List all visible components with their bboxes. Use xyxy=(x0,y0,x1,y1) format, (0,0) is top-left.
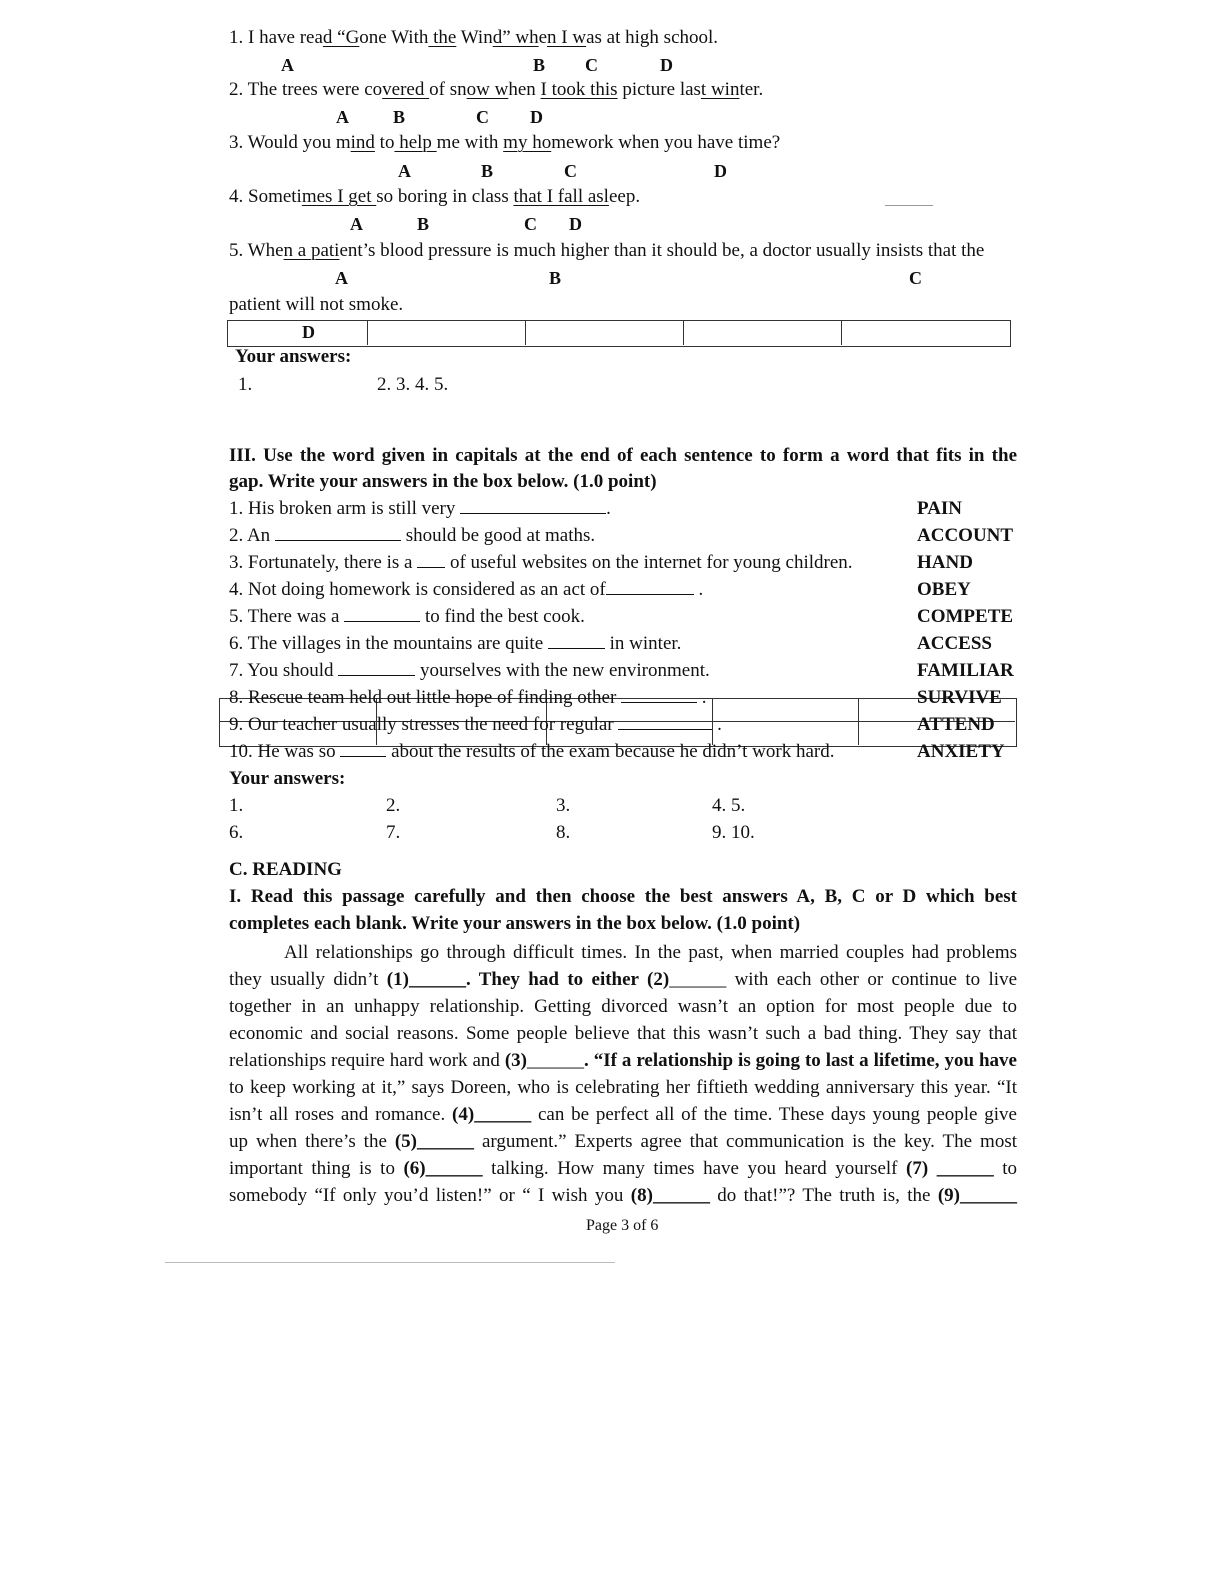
q3-option-d[interactable]: D xyxy=(714,161,727,181)
q1-sentence: 1. I have read “Gone With the Wind” when I was at high school. xyxy=(229,27,719,48)
passage-line: to keep working at it,” says Doreen, who is celebrating her fiftieth wedding anniversary this year. “It xyxy=(229,1077,1017,1098)
q1-option-a[interactable]: A xyxy=(281,55,294,75)
q1-option-d[interactable]: D xyxy=(660,55,673,75)
q5-sentence: 5. When a patient’s blood pressure is much higher than it should be, a doctor usually insists that the xyxy=(229,240,985,261)
passage-line: together in an unhappy relationship. Getting divorced wasn’t an option for most people due to xyxy=(229,996,1017,1017)
reading-heading-line1: I. Read this passage carefully and then choose the best answers A, B, C or D which best xyxy=(229,886,1017,907)
answer-slot[interactable]: 7. xyxy=(386,822,401,843)
answer-slot[interactable]: 3. xyxy=(556,795,571,816)
answer-slot[interactable]: 1. xyxy=(229,795,244,816)
q5-option-a[interactable]: A xyxy=(335,268,348,288)
q2-sentence: 2. The trees were covered of snow when I took this picture last winter. xyxy=(229,79,764,100)
passage-line: up when there’s the (5)______ argument.” Experts agree that communication is the key. The most xyxy=(229,1131,1017,1152)
keyword-4: OBEY xyxy=(917,579,971,600)
q2-option-d[interactable]: D xyxy=(530,107,543,127)
passage-line: economic and social reasons. Some people believe that this wasn’t such a bad thing. They say that xyxy=(229,1023,1017,1044)
word-form-item-1: 1. His broken arm is still very . xyxy=(229,498,611,519)
q5-option-d[interactable]: D xyxy=(302,322,315,342)
box-divider xyxy=(683,320,684,345)
reading-section-title: C. READING xyxy=(229,859,342,880)
box-divider xyxy=(525,320,526,345)
word-form-item-2: 2. An should be good at maths. xyxy=(229,525,596,546)
passage-line: somebody “If only you’d listen!” or “ I wish you (8)______ do that!”? The truth is, the (9)______ xyxy=(229,1185,1017,1206)
part3-heading-line1: III. Use the word given in capitals at the end of each sentence to form a word that fits in the xyxy=(229,445,1017,466)
answer-slot[interactable]: 8. xyxy=(556,822,571,843)
answer-slots-2-5[interactable]: 2. 3. 4. 5. xyxy=(377,374,449,395)
q1-option-c[interactable]: C xyxy=(585,55,598,75)
keyword-8: SURVIVE xyxy=(917,687,1002,708)
reading-heading-line2: completes each blank. Write your answers in the box below. (1.0 point) xyxy=(229,913,801,934)
q3-option-c[interactable]: C xyxy=(564,161,577,181)
answer-slot[interactable]: 6. xyxy=(229,822,244,843)
reading-passage xyxy=(229,939,1017,1209)
q5-option-c[interactable]: C xyxy=(909,268,922,288)
box-divider xyxy=(841,320,842,345)
passage-line: they usually didn’t (1)______. They had to either (2)______ with each other or continue to live xyxy=(229,969,1018,990)
passage-line: All relationships go through difficult times. In the past, when married couples had problems xyxy=(284,942,1017,963)
answer-slot[interactable]: 2. xyxy=(386,795,401,816)
keyword-9: ATTEND xyxy=(917,714,995,735)
word-form-item-8: 8. Rescue team held out little hope of finding other . xyxy=(229,687,707,708)
page-number: Page 3 of 6 xyxy=(586,1217,659,1234)
word-form-item-7: 7. You should yourselves with the new environment. xyxy=(229,660,710,681)
keyword-1: PAIN xyxy=(917,498,963,519)
q4-option-a[interactable]: A xyxy=(350,214,363,234)
q3-option-a[interactable]: A xyxy=(398,161,411,181)
part3-heading-line2: gap. Write your answers in the box below. (1.0 point) xyxy=(229,471,657,492)
word-form-item-9: 9. Our teacher usually stresses the need for regular . xyxy=(229,714,722,735)
keyword-2: ACCOUNT xyxy=(917,525,1014,546)
box-divider xyxy=(858,698,859,745)
word-form-item-5: 5. There was a to find the best cook. xyxy=(229,606,585,627)
your-answers-label-part3: Your answers: xyxy=(229,768,346,789)
q3-sentence: 3. Would you mind to help me with my homework when you have time? xyxy=(229,132,781,153)
keyword-6: ACCESS xyxy=(917,633,992,654)
q4-option-b[interactable]: B xyxy=(417,214,430,234)
answer-slot[interactable]: 9. 10. xyxy=(712,822,755,843)
answer-slot-1[interactable]: 1. xyxy=(238,374,253,395)
word-form-item-6: 6. The villages in the mountains are quite in winter. xyxy=(229,633,682,654)
q5-continuation: patient will not smoke. xyxy=(229,294,404,315)
word-form-item-4: 4. Not doing homework is considered as an act of . xyxy=(229,579,704,600)
box-divider xyxy=(367,320,368,345)
keyword-10: ANXIETY xyxy=(917,741,1005,762)
keyword-5: COMPETE xyxy=(917,606,1014,627)
q1-option-b[interactable]: B xyxy=(533,55,546,75)
word-form-item-3: 3. Fortunately, there is a of useful websites on the internet for young children. xyxy=(229,552,853,573)
q2-option-a[interactable]: A xyxy=(336,107,349,127)
passage-line: important thing is to (6)______ talking. How many times have you heard yourself (7) ______ to xyxy=(229,1158,1018,1179)
q2-option-b[interactable]: B xyxy=(393,107,406,127)
q4-option-d[interactable]: D xyxy=(569,214,582,234)
passage-line: relationships require hard work and (3)______. “If a relationship is going to last a lifetime, you have xyxy=(229,1050,1017,1071)
passage-line: isn’t all roses and romance. (4)______ can be perfect all of the time. These days young people give xyxy=(229,1104,1017,1125)
keyword-7: FAMILIAR xyxy=(917,660,1014,681)
keyword-3: HAND xyxy=(917,552,973,573)
q4-sentence: 4. Sometimes I get so boring in class that I fall asleep. xyxy=(229,186,641,207)
answer-slot[interactable]: 4. 5. xyxy=(712,795,746,816)
page-divider xyxy=(165,1262,615,1263)
q3-option-b[interactable]: B xyxy=(481,161,494,181)
word-form-item-10: 10. He was so about the results of the exam because he didn’t work hard. xyxy=(229,741,835,762)
stray-line xyxy=(885,205,933,206)
q2-option-c[interactable]: C xyxy=(476,107,489,127)
q5-option-b[interactable]: B xyxy=(549,268,562,288)
answer-box-part2 xyxy=(227,320,1011,347)
your-answers-label: Your answers: xyxy=(235,346,352,367)
q4-option-c[interactable]: C xyxy=(524,214,537,234)
